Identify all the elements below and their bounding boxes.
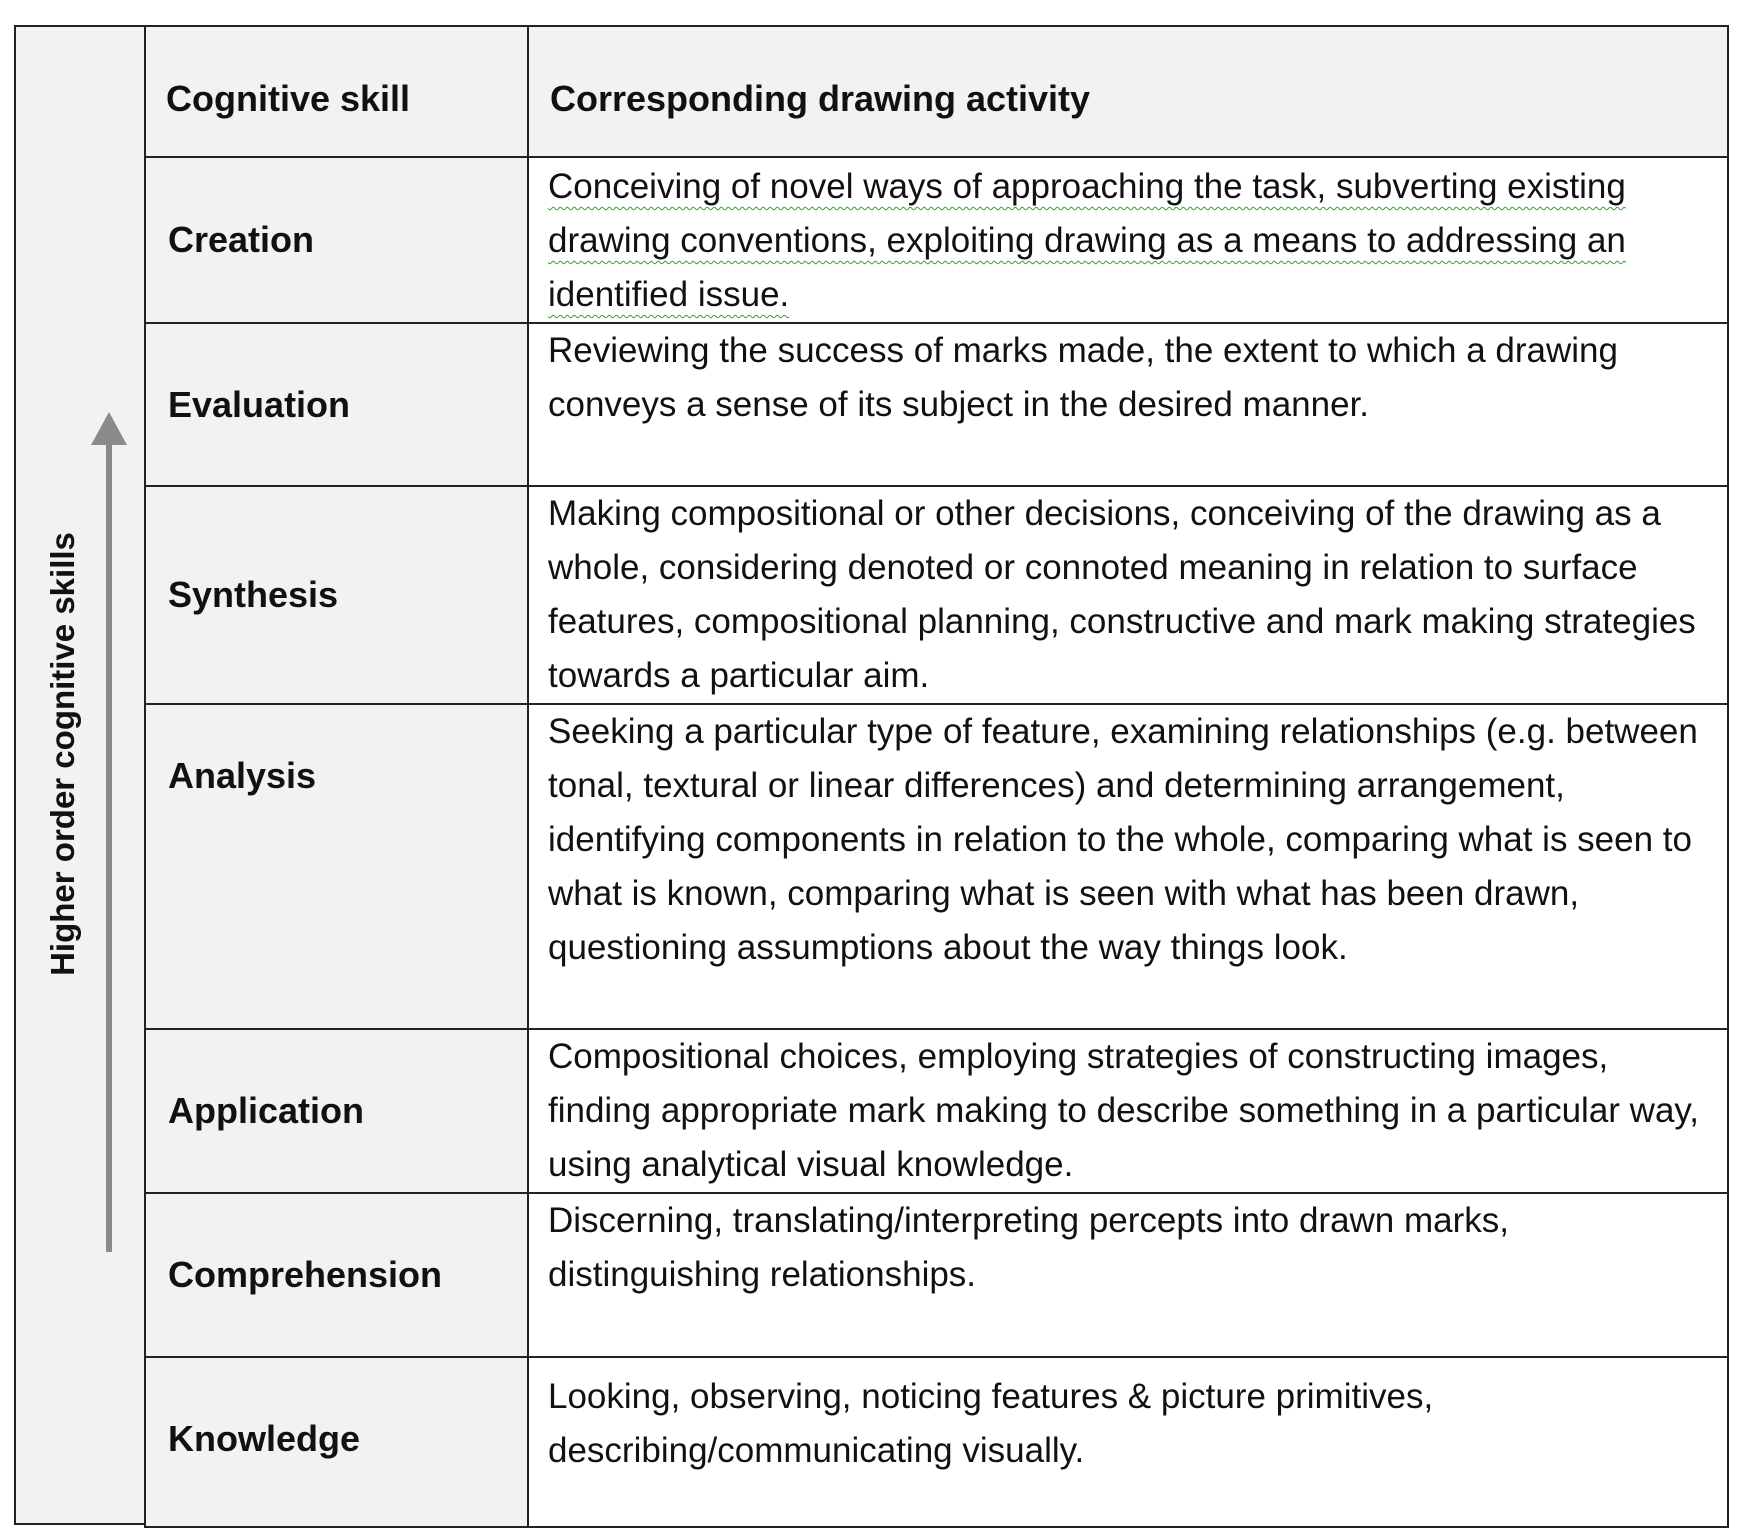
side-axis-label: Higher order cognitive skills — [44, 532, 81, 976]
header-drawing-activity: Corresponding drawing activity — [528, 26, 1728, 157]
table-row — [145, 704, 1728, 1029]
activity-cell — [528, 157, 1728, 323]
skill-cell: Comprehension — [145, 1193, 528, 1357]
activity-cell: Looking, observing, noticing features & picture primitives, describing/communicating visually. — [528, 1357, 1728, 1527]
skill-cell: Creation — [145, 157, 528, 323]
table-row — [145, 1029, 1728, 1193]
skill-cell: Application — [145, 1029, 528, 1193]
skill-cell: Knowledge — [145, 1357, 528, 1527]
activity-cell: Making compositional or other decisions, conceiving of the drawing as a whole, considering denoted or connoted meaning in relation to surface features, compositional planning, constructive and mark making strategies towards a particular aim. — [528, 486, 1728, 704]
activity-cell: Compositional choices, employing strategies of constructing images, finding appropriate mark making to describe something in a particular way, using analytical visual knowledge. — [528, 1029, 1728, 1193]
header-row — [145, 26, 1728, 157]
cognitive-skills-table — [144, 25, 1729, 1528]
table-row — [145, 1357, 1728, 1527]
skill-cell: Synthesis — [145, 486, 528, 704]
activity-cell: Seeking a particular type of feature, examining relationships (e.g. between tonal, textural or linear differences) and determining arrangement, identifying components in relation to the whole, comparing what is seen to what is known, comparing what is seen with what has been drawn, questioning assumptions about the way things look. — [528, 704, 1728, 1029]
table-row — [145, 486, 1728, 704]
activity-cell: Reviewing the success of marks made, the extent to which a drawing conveys a sense of its subject in the desired manner. — [528, 323, 1728, 486]
skill-cell: Analysis — [145, 704, 528, 1029]
header-cognitive-skill: Cognitive skill — [145, 26, 528, 157]
skill-cell: Evaluation — [145, 323, 528, 486]
table-row — [145, 1193, 1728, 1357]
arrow-shaft — [106, 440, 112, 1252]
table-row — [145, 323, 1728, 486]
activity-cell: Discerning, translating/interpreting percepts into drawn marks, distinguishing relationships. — [528, 1193, 1728, 1357]
activity-text: Conceiving of novel ways of approaching the task, subverting existing drawing conventions, exploiting drawing as a means to addressing an identified issue. — [548, 167, 1626, 314]
table-row — [145, 157, 1728, 323]
